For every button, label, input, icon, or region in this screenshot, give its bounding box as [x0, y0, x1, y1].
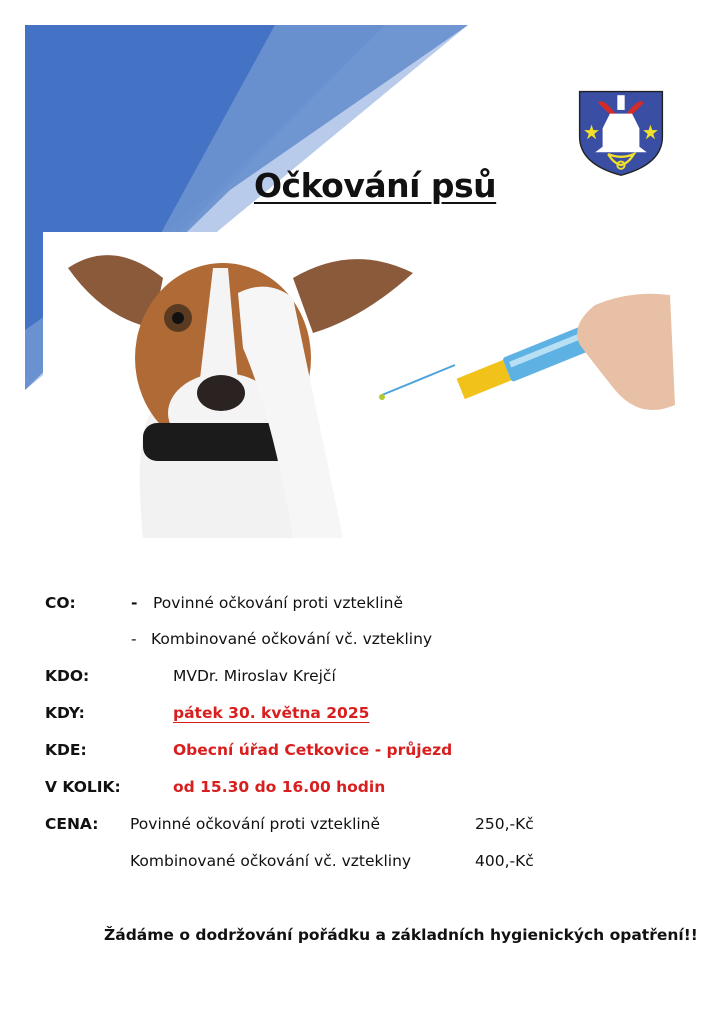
- cena-item-2-price: 400,-Kč: [475, 852, 534, 870]
- cena-item-1-price: 250,-Kč: [475, 815, 534, 833]
- co-item-2: Kombinované očkování vč. vztekliny: [151, 630, 433, 648]
- label-v-kolik: V KOLIK:: [45, 778, 121, 796]
- label-kdy: KDY:: [45, 704, 85, 722]
- page-title: Očkování psů: [254, 166, 497, 205]
- label-cena: CENA:: [45, 815, 99, 833]
- value-v-kolik: od 15.30 do 16.00 hodin: [173, 778, 386, 796]
- label-co: CO:: [45, 594, 76, 612]
- label-kdo: KDO:: [45, 667, 90, 685]
- syringe-image: [370, 285, 680, 425]
- dog-image: [43, 238, 423, 538]
- coat-of-arms-icon: [575, 86, 667, 178]
- co-item-1: Povinné očkování proti vzteklině: [153, 594, 404, 612]
- value-kde: Obecní úřad Cetkovice - průjezd: [173, 741, 453, 759]
- value-kdy: pátek 30. května 2025: [173, 704, 370, 722]
- dash: -: [131, 630, 137, 648]
- value-kdo: MVDr. Miroslav Krejčí: [173, 667, 336, 685]
- cena-item-1-name: Povinné očkování proti vzteklině: [130, 815, 381, 833]
- cena-item-2-name: Kombinované očkování vč. vztekliny: [130, 852, 412, 870]
- dash: -: [131, 594, 138, 612]
- footer-notice: Žádáme o dodržování pořádku a základních hygienických opatření!!: [104, 926, 698, 944]
- label-kde: KDE:: [45, 741, 87, 759]
